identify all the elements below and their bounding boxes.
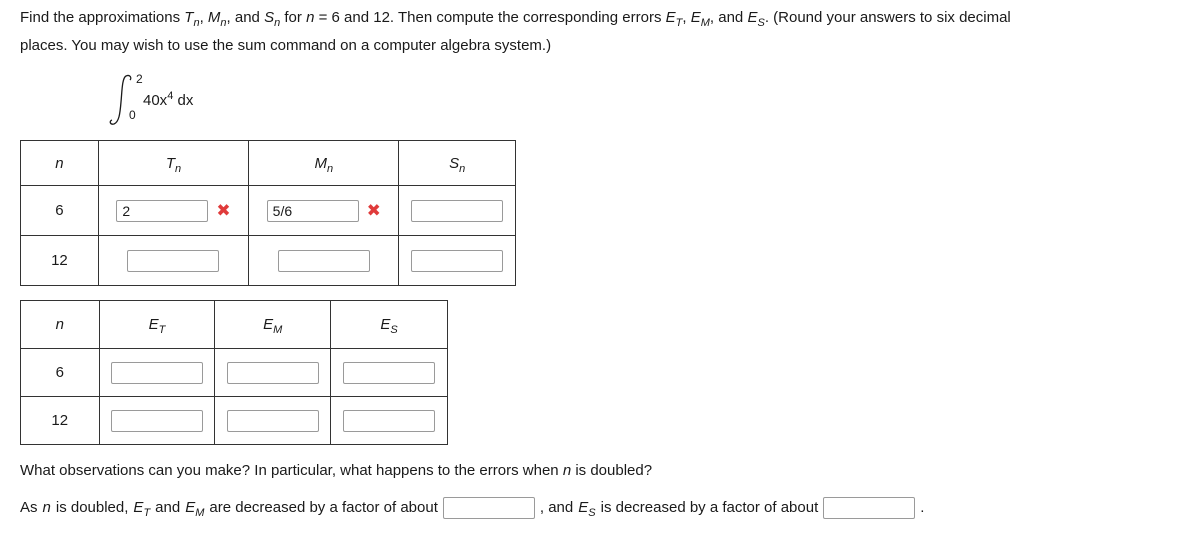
- header-et: $E_T$: [99, 301, 215, 349]
- factor-es-input[interactable]: [823, 497, 915, 519]
- header-n: n: [21, 141, 99, 186]
- es-12-input[interactable]: [343, 410, 435, 432]
- row-n-value: 6: [21, 186, 99, 236]
- row-n-value: 12: [21, 236, 99, 286]
- em-12-input[interactable]: [227, 410, 319, 432]
- es-6-input[interactable]: [343, 362, 435, 384]
- et-12-input[interactable]: [111, 410, 203, 432]
- incorrect-icon: ✖: [216, 201, 231, 220]
- question-text-2: places. You may wish to use the sum command on a computer algebra system.): [20, 37, 552, 54]
- mn-6-input[interactable]: 5/6: [267, 200, 359, 222]
- tn-6-input[interactable]: 2: [116, 200, 208, 222]
- incorrect-icon: ✖: [366, 201, 381, 220]
- table-row: [21, 186, 516, 236]
- header-n: n: [21, 301, 100, 349]
- integral-lower-limit: 0: [129, 108, 136, 122]
- header-es: $E_S$: [331, 301, 448, 349]
- observation-question: What observations can you make? In particular, what happens to the errors when n is doubled?: [20, 462, 653, 479]
- factor-et-em-input[interactable]: [443, 497, 535, 519]
- integral-expression: [108, 70, 228, 130]
- row-n-value: 6: [21, 349, 100, 397]
- sn-12-input[interactable]: [411, 250, 503, 272]
- header-sn: $S_n$: [399, 141, 516, 186]
- table-row: [21, 349, 448, 397]
- header-tn: $T_n$: [98, 141, 248, 186]
- tn-12-input[interactable]: [127, 250, 219, 272]
- header-mn: $M_n$: [249, 141, 399, 186]
- em-6-input[interactable]: [227, 362, 319, 384]
- errors-table: [20, 300, 448, 445]
- table-header-row: [21, 301, 448, 349]
- row-n-value: 12: [21, 397, 100, 445]
- header-em: $E_M$: [215, 301, 331, 349]
- observation-answer: As n is doubled, $E_T$ and $E_M$ are decreased by a factor of about , and $E_S$ is decreased by a factor of about .: [20, 499, 925, 519]
- mn-12-input[interactable]: [278, 250, 370, 272]
- question-text: Find the approximations $T_n$, $M_n$, and $S_n$ for n = 6 and 12. Then compute the corresponding errors $E_T$, $E_M$, and $E_S$. (Round your answers to six decimal: [20, 9, 1011, 29]
- integral-upper-limit: 2: [136, 72, 143, 86]
- table-header-row: [21, 141, 516, 186]
- sn-6-input[interactable]: [411, 200, 503, 222]
- integrand: $40x^4$ dx: [143, 90, 194, 109]
- approximations-table: [20, 140, 516, 286]
- table-row: [21, 236, 516, 286]
- table-row: [21, 397, 448, 445]
- et-6-input[interactable]: [111, 362, 203, 384]
